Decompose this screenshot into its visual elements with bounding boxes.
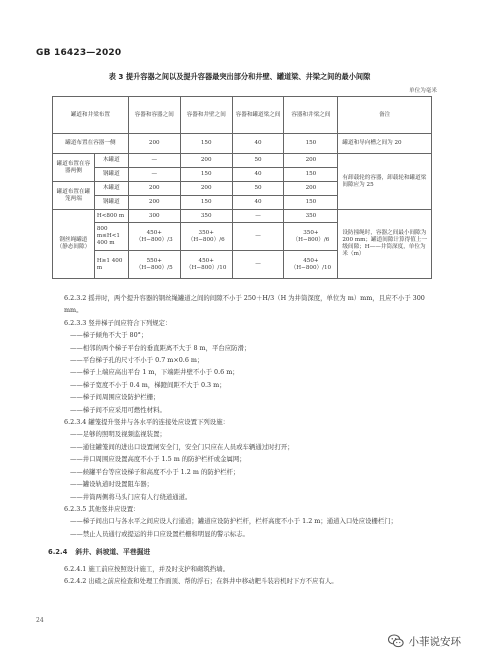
section-title: 斜井、斜坡道、平巷掘进 xyxy=(75,548,151,557)
page-number: 24 xyxy=(36,617,44,624)
section-heading xyxy=(48,546,440,558)
unit-note: 单位为毫米 xyxy=(409,88,437,94)
sub-label: 木罐道 xyxy=(94,182,128,196)
table-cell: 150 xyxy=(284,196,338,210)
table-cell: — xyxy=(232,251,284,279)
table-cell: 150 xyxy=(180,134,232,154)
table-cell: — xyxy=(232,223,284,251)
table-cell: 450+（H−800）/3 xyxy=(128,223,180,251)
paragraph-6-2-3-3: 6.2.3.3 竖井梯子间应符合下列规定： xyxy=(64,318,172,327)
body-text xyxy=(48,292,440,587)
table-cell: 200 xyxy=(180,154,232,168)
standard-code: GB 16423—2020 xyxy=(36,48,122,58)
table-cell: 300 xyxy=(128,210,180,223)
table-title: 表 3 提升容器之间以及提升容器最突出部分和井壁、罐道梁、井梁之间的最小间隙 xyxy=(108,72,371,81)
list-item: ——足够的照明及视频监视装置； xyxy=(70,430,166,439)
list-item: ——罐设轨道时设置阻车器； xyxy=(70,480,154,489)
group-label: 罐道布置在罐笼两端 xyxy=(53,182,95,210)
list-item: ——相邻的两个梯子平台的垂直距离不大于 8 m，平台应防滑； xyxy=(70,343,251,352)
table-cell: 350 xyxy=(180,210,232,223)
sub-label: H<800 m xyxy=(94,210,128,223)
paragraph-6-2-4-2: 6.2.4.2 出碴之前应检查和处理工作面顶、帮的浮石；在斜井中移动耙斗装岩机时下方不应有人。 xyxy=(64,576,338,585)
table-row xyxy=(53,154,432,168)
table-cell: — xyxy=(232,210,284,223)
table-cell: 350+（H−800）/6 xyxy=(284,223,338,251)
list-item: ——梯子上端应高出平台 1 m，下端距井壁不小于 0.6 m； xyxy=(70,368,239,377)
paragraph-6-2-3-2: 6.2.3.2 摇井时，两个提升容器的钢丝绳罐道之间的间隙不小于 250＋H/3（H 为井筒深度，单位为 m）mm，且应不小于 300 mm。 xyxy=(64,294,425,315)
list-item: ——梯子间不应采用可燃性材料。 xyxy=(70,405,166,414)
list-item: ——梯子宽度不小于 0.4 m，梯蹬间距不大于 0.3 m； xyxy=(70,380,226,389)
table-cell: — xyxy=(128,168,180,182)
list-item: ——禁止人员通行或提运的井口应设置栏栅和明显的警示标志。 xyxy=(70,529,249,538)
sub-label: H≥1 400 m xyxy=(94,251,128,279)
list-item: ——梯子间出口与各水平之间应设人行通道；罐道应设防护栏杆，栏杆高度不小于 1.2 m；通道入口处应设栅栏门； xyxy=(70,517,398,526)
paragraph-6-2-4-1: 6.2.4.1 施工前应按照设计施工，并及时支护和砌筑挡墙。 xyxy=(64,564,229,573)
header-cell: 容器和容器之间 xyxy=(128,97,180,134)
list-item: ——通往罐笼间的进出口设置闸安全门，安全门只应在人员或车辆通过时打开； xyxy=(70,442,294,451)
header-cell: 容器和罐道梁之间 xyxy=(232,97,284,134)
clearance-table xyxy=(52,96,432,279)
group-label: 罐道布置在容器两侧 xyxy=(53,154,95,182)
table-cell: 150 xyxy=(284,134,338,154)
table-cell: 200 xyxy=(284,182,338,196)
table-row xyxy=(53,210,432,223)
table-header-row xyxy=(53,97,432,134)
table-row xyxy=(53,134,432,154)
header-cell: 罐道和井梁布置 xyxy=(53,97,129,134)
table-cell: 550+（H−800）/5 xyxy=(128,251,180,279)
row-label: 罐道布置在容器一侧 xyxy=(53,134,129,154)
table-cell: 200 xyxy=(180,182,232,196)
list-item: ——梯子间周围应设防护栏栅； xyxy=(70,393,160,402)
table-cell: 50 xyxy=(232,182,284,196)
note-cell: 罐道和导向槽之间为 20 xyxy=(338,134,432,154)
table-cell: 40 xyxy=(232,134,284,154)
table-cell: 200 xyxy=(128,134,180,154)
table-cell: 350+（H−800）/6 xyxy=(180,223,232,251)
table-cell: 150 xyxy=(284,168,338,182)
sub-label: 木罐道 xyxy=(94,154,128,168)
header-cell: 备注 xyxy=(338,97,432,134)
watermark xyxy=(387,632,462,650)
table-cell: 150 xyxy=(180,196,232,210)
table-cell: 200 xyxy=(128,196,180,210)
list-item: ——候罐平台等应设梯子和高度不小于 1.2 m 的防护栏杆； xyxy=(70,467,240,476)
table-cell: 50 xyxy=(232,154,284,168)
list-item: ——平台梯子孔的尺寸不小于 0.7 m×0.6 m； xyxy=(70,356,204,365)
sub-label: 800 m≤H<1 400 m xyxy=(94,223,128,251)
table-cell: 450+（H−800）/10 xyxy=(284,251,338,279)
note-cell: 设防撞绳时，容器之间最小间隙为 200 mm；罐道间隙计算得值上一级间隙；H——井筒深度，单位为米（m） xyxy=(338,210,432,279)
header-cell: 容器和井壁之间 xyxy=(180,97,232,134)
paragraph-6-2-3-5: 6.2.3.5 其他竖井应设置： xyxy=(64,504,140,513)
table-cell: 200 xyxy=(128,182,180,196)
table-cell: 350 xyxy=(284,210,338,223)
section-number: 6.2.4 xyxy=(48,548,68,557)
list-item: ——井口周围应设置高度不小于 1.5 m 的防护栏杆或金属网； xyxy=(70,455,246,464)
list-item: ——梯子倾角不大于 80°； xyxy=(70,331,148,340)
table-cell: 450+（H−800）/10 xyxy=(180,251,232,279)
note-cell: 有卸载轮的容器，卸载轮和罐道梁间隙应为 25 xyxy=(338,154,432,210)
paragraph-6-2-3-4: 6.2.3.4 罐笼提升竖井与各水平的连接处应设置下列设施： xyxy=(64,418,229,427)
wechat-icon xyxy=(387,632,405,650)
table-cell: — xyxy=(128,154,180,168)
watermark-text: 小菲说安环 xyxy=(408,635,461,648)
list-item: ——井筒两侧将马头门应有人行绕道通道。 xyxy=(70,492,192,501)
table-cell: 40 xyxy=(232,168,284,182)
header-cell: 容器和井梁之间 xyxy=(284,97,338,134)
table-cell: 200 xyxy=(284,154,338,168)
sub-label: 钢罐道 xyxy=(94,168,128,182)
table-cell: 150 xyxy=(180,168,232,182)
sub-label: 钢罐道 xyxy=(94,196,128,210)
table-cell: 40 xyxy=(232,196,284,210)
group-label: 钢丝绳罐道（静态间隙） xyxy=(53,210,95,279)
